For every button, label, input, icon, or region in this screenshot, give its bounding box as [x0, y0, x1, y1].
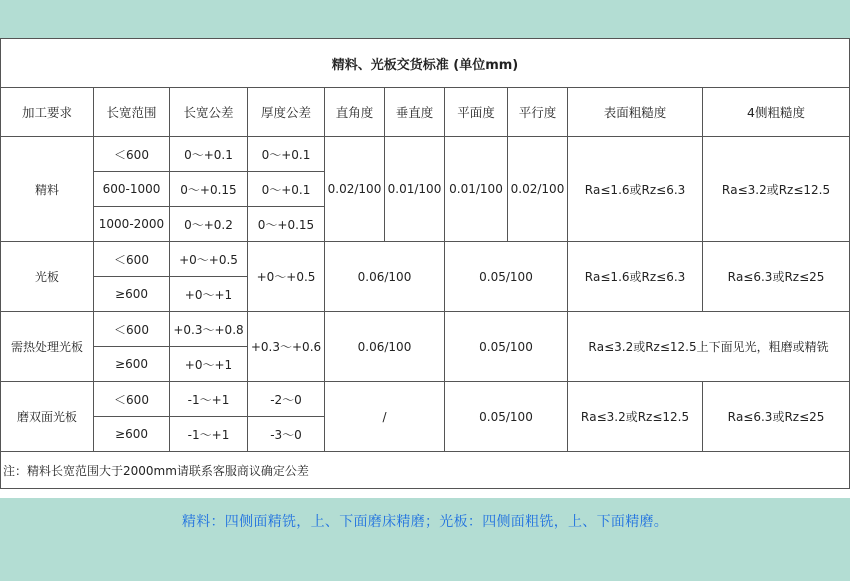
- lw-tolerance-cell: +0.3～+0.8: [170, 312, 248, 347]
- thickness-tolerance-cell: +0.3～+0.6: [248, 312, 325, 382]
- lw-tolerance-cell: +0～+1: [170, 277, 248, 312]
- header-length-width-range: 长宽范围: [94, 88, 170, 137]
- side-roughness-cell: Rа≤6.3或Rz≤25: [703, 242, 850, 312]
- header-flatness: 平面度: [445, 88, 508, 137]
- thickness-tolerance-cell: +0～+0.5: [248, 242, 325, 312]
- lw-tolerance-cell: 0～+0.1: [170, 137, 248, 172]
- table-title: 精料、光板交货标准 (单位mm): [1, 39, 850, 88]
- header-side-roughness: 4侧粗糙度: [703, 88, 850, 137]
- lw-tolerance-cell: -1～+1: [170, 417, 248, 452]
- header-right-angle: 直角度: [325, 88, 385, 137]
- header-thickness-tolerance: 厚度公差: [248, 88, 325, 137]
- range-cell: 600-1000: [94, 172, 170, 207]
- header-perpendicularity: 垂直度: [385, 88, 445, 137]
- range-cell: ＜600: [94, 242, 170, 277]
- row-label-heat-treated: 需热处理光板: [1, 312, 94, 382]
- side-roughness-cell: Rа≤3.2或Rz≤12.5: [703, 137, 850, 242]
- parallelism-cell: 0.02/100: [508, 137, 568, 242]
- thickness-tolerance-cell: -2～0: [248, 382, 325, 417]
- footer-caption: 精料：四侧面精铣，上、下面磨床精磨；光板：四侧面粗铣，上、下面精磨。: [181, 514, 669, 530]
- flatness-parallelism-cell: 0.05/100: [445, 382, 568, 452]
- range-cell: ＜600: [94, 137, 170, 172]
- header-processing-requirement: 加工要求: [1, 88, 94, 137]
- flatness-parallelism-cell: 0.05/100: [445, 312, 568, 382]
- flatness-parallelism-cell: 0.05/100: [445, 242, 568, 312]
- spec-sheet: [0, 38, 850, 498]
- angle-perpendicularity-cell: 0.06/100: [325, 312, 445, 382]
- perpendicularity-cell: 0.01/100: [385, 137, 445, 242]
- range-cell: ≥600: [94, 277, 170, 312]
- row-label-jingliao: 精料: [1, 137, 94, 242]
- range-cell: 1000-2000: [94, 207, 170, 242]
- thickness-tolerance-cell: 0～+0.1: [248, 172, 325, 207]
- angle-perpendicularity-cell: 0.06/100: [325, 242, 445, 312]
- lw-tolerance-cell: +0～+0.5: [170, 242, 248, 277]
- lw-tolerance-cell: 0～+0.2: [170, 207, 248, 242]
- right-angle-cell: 0.02/100: [325, 137, 385, 242]
- table-note: 注：精料长宽范围大于2000mm请联系客服商议确定公差: [1, 452, 850, 489]
- row-label-double-ground: 磨双面光板: [1, 382, 94, 452]
- surface-roughness-cell: Rа≤3.2或Rz≤12.5: [568, 382, 703, 452]
- thickness-tolerance-cell: 0～+0.1: [248, 137, 325, 172]
- flatness-cell: 0.01/100: [445, 137, 508, 242]
- thickness-tolerance-cell: 0～+0.15: [248, 207, 325, 242]
- range-cell: ＜600: [94, 312, 170, 347]
- header-surface-roughness: 表面粗糙度: [568, 88, 703, 137]
- thickness-tolerance-cell: -3～0: [248, 417, 325, 452]
- lw-tolerance-cell: -1～+1: [170, 382, 248, 417]
- angle-perpendicularity-cell: /: [325, 382, 445, 452]
- range-cell: ＜600: [94, 382, 170, 417]
- delivery-standard-table: [0, 38, 850, 489]
- header-length-width-tolerance: 长宽公差: [170, 88, 248, 137]
- surface-side-roughness-cell: Rа≤3.2或Rz≤12.5上下面见光，粗磨或精铣: [568, 312, 850, 382]
- surface-roughness-cell: Rа≤1.6或Rz≤6.3: [568, 242, 703, 312]
- side-roughness-cell: Rа≤6.3或Rz≤25: [703, 382, 850, 452]
- surface-roughness-cell: Rа≤1.6或Rz≤6.3: [568, 137, 703, 242]
- header-parallelism: 平行度: [508, 88, 568, 137]
- lw-tolerance-cell: +0～+1: [170, 347, 248, 382]
- range-cell: ≥600: [94, 347, 170, 382]
- lw-tolerance-cell: 0～+0.15: [170, 172, 248, 207]
- row-label-guangban: 光板: [1, 242, 94, 312]
- range-cell: ≥600: [94, 417, 170, 452]
